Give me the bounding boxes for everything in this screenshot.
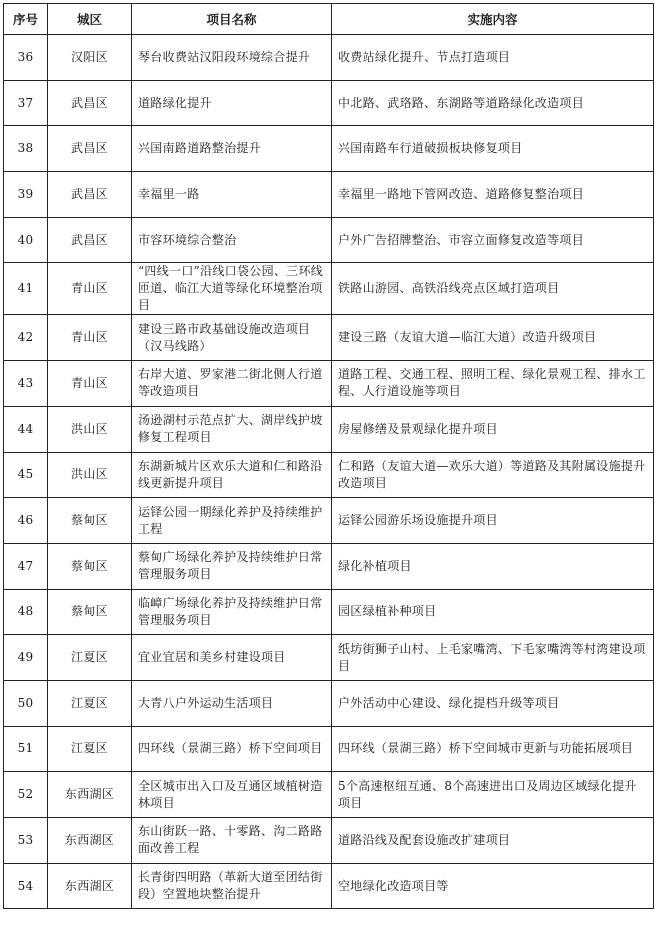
table-row — [4, 126, 654, 172]
table-row — [4, 498, 654, 544]
row-content: 四环线（景湖三路）桥下空间城市更新与功能拓展项目 — [332, 726, 654, 772]
table-row — [4, 361, 654, 407]
row-content: 5个高速枢纽互通、8个高速进出口及周边区域绿化提升项目 — [332, 772, 654, 818]
row-index: 50 — [4, 680, 48, 726]
header-content: 实施内容 — [332, 4, 654, 35]
table-row — [4, 263, 654, 315]
row-district: 武昌区 — [48, 217, 132, 263]
table-row — [4, 172, 654, 218]
row-index: 45 — [4, 452, 48, 498]
row-content: 建设三路（友谊大道—临江大道）改造升级项目 — [332, 315, 654, 361]
row-index: 39 — [4, 172, 48, 218]
row-index: 41 — [4, 263, 48, 315]
row-district: 江夏区 — [48, 635, 132, 681]
header-district: 城区 — [48, 4, 132, 35]
row-project: 运铎公园一期绿化养护及持续维护工程 — [132, 498, 332, 544]
row-project: 全区城市出入口及互通区域植树造林项目 — [132, 772, 332, 818]
row-project: 四环线（景湖三路）桥下空间项目 — [132, 726, 332, 772]
row-district: 青山区 — [48, 315, 132, 361]
row-index: 51 — [4, 726, 48, 772]
row-district: 青山区 — [48, 361, 132, 407]
row-content: 仁和路（友谊大道—欢乐大道）等道路及其附属设施提升改造项目 — [332, 452, 654, 498]
row-district: 蔡甸区 — [48, 498, 132, 544]
row-index: 36 — [4, 35, 48, 81]
row-district: 汉阳区 — [48, 35, 132, 81]
row-district: 青山区 — [48, 263, 132, 315]
row-content: 兴国南路车行道破损板块修复项目 — [332, 126, 654, 172]
row-index: 52 — [4, 772, 48, 818]
header-project: 项目名称 — [132, 4, 332, 35]
row-index: 37 — [4, 80, 48, 126]
row-project: 临嶂广场绿化养护及持续维护日常管理服务项目 — [132, 589, 332, 635]
row-district: 东西湖区 — [48, 818, 132, 864]
row-district: 洪山区 — [48, 452, 132, 498]
row-project: 蔡甸广场绿化养护及持续维护日常管理服务项目 — [132, 543, 332, 589]
row-content: 运铎公园游乐场设施提升项目 — [332, 498, 654, 544]
row-index: 42 — [4, 315, 48, 361]
row-project: 长青街四明路（革新大道至团结街段）空置地块整治提升 — [132, 863, 332, 909]
header-row — [4, 4, 654, 35]
row-project: 琴台收费站汉阳段环境综合提升 — [132, 35, 332, 81]
row-index: 49 — [4, 635, 48, 681]
row-district: 江夏区 — [48, 726, 132, 772]
row-district: 武昌区 — [48, 172, 132, 218]
row-index: 43 — [4, 361, 48, 407]
table-row — [4, 543, 654, 589]
row-content: 幸福里一路地下管网改造、道路修复整治项目 — [332, 172, 654, 218]
row-index: 54 — [4, 863, 48, 909]
table-row — [4, 452, 654, 498]
row-project: 右岸大道、罗家港二街北侧人行道等改造项目 — [132, 361, 332, 407]
projects-table — [3, 3, 654, 909]
table-row — [4, 589, 654, 635]
table-row — [4, 772, 654, 818]
row-district: 江夏区 — [48, 680, 132, 726]
row-content: 铁路山游园、高铁沿线亮点区域打造项目 — [332, 263, 654, 315]
row-content: 户外活动中心建设、绿化提档升级等项目 — [332, 680, 654, 726]
table-row — [4, 635, 654, 681]
table-row — [4, 35, 654, 81]
row-project: 宜业宜居和美乡村建设项目 — [132, 635, 332, 681]
row-index: 48 — [4, 589, 48, 635]
table-row — [4, 680, 654, 726]
row-index: 46 — [4, 498, 48, 544]
table-row — [4, 217, 654, 263]
row-content: 道路沿线及配套设施改扩建项目 — [332, 818, 654, 864]
row-content: 纸坊街狮子山村、上毛家嘴湾、下毛家嘴湾等村湾建设项目 — [332, 635, 654, 681]
table-row — [4, 863, 654, 909]
row-project: 兴国南路道路整治提升 — [132, 126, 332, 172]
table-row — [4, 406, 654, 452]
table-row — [4, 818, 654, 864]
row-index: 47 — [4, 543, 48, 589]
row-project: 市容环境综合整治 — [132, 217, 332, 263]
row-district: 洪山区 — [48, 406, 132, 452]
row-content: 中北路、武珞路、东湖路等道路绿化改造项目 — [332, 80, 654, 126]
row-project: 道路绿化提升 — [132, 80, 332, 126]
row-project: 建设三路市政基础设施改造项目（汉马线路） — [132, 315, 332, 361]
row-district: 武昌区 — [48, 80, 132, 126]
row-project: 汤逊湖村示范点扩大、湖岸线护坡修复工程项目 — [132, 406, 332, 452]
row-content: 户外广告招牌整治、市容立面修复改造等项目 — [332, 217, 654, 263]
row-district: 武昌区 — [48, 126, 132, 172]
header-index: 序号 — [4, 4, 48, 35]
row-index: 53 — [4, 818, 48, 864]
row-content: 房屋修缮及景观绿化提升项目 — [332, 406, 654, 452]
row-project: 大青八户外运动生活项目 — [132, 680, 332, 726]
row-content: 园区绿植补种项目 — [332, 589, 654, 635]
row-index: 38 — [4, 126, 48, 172]
row-district: 东西湖区 — [48, 863, 132, 909]
row-content: 收费站绿化提升、节点打造项目 — [332, 35, 654, 81]
row-index: 44 — [4, 406, 48, 452]
row-district: 东西湖区 — [48, 772, 132, 818]
row-project: 东湖新城片区欢乐大道和仁和路沿线更新提升项目 — [132, 452, 332, 498]
table-row — [4, 315, 654, 361]
row-project: 幸福里一路 — [132, 172, 332, 218]
row-project: 东山街跃一路、十零路、沟二路路面改善工程 — [132, 818, 332, 864]
table-row — [4, 726, 654, 772]
row-content: 空地绿化改造项目等 — [332, 863, 654, 909]
row-content: 道路工程、交通工程、照明工程、绿化景观工程、排水工程、人行道设施等项目 — [332, 361, 654, 407]
row-content: 绿化补植项目 — [332, 543, 654, 589]
table-row — [4, 80, 654, 126]
row-district: 蔡甸区 — [48, 543, 132, 589]
row-project: “四线一口”沿线口袋公园、三环线匝道、临江大道等绿化环境整治项目 — [132, 263, 332, 315]
row-index: 40 — [4, 217, 48, 263]
row-district: 蔡甸区 — [48, 589, 132, 635]
